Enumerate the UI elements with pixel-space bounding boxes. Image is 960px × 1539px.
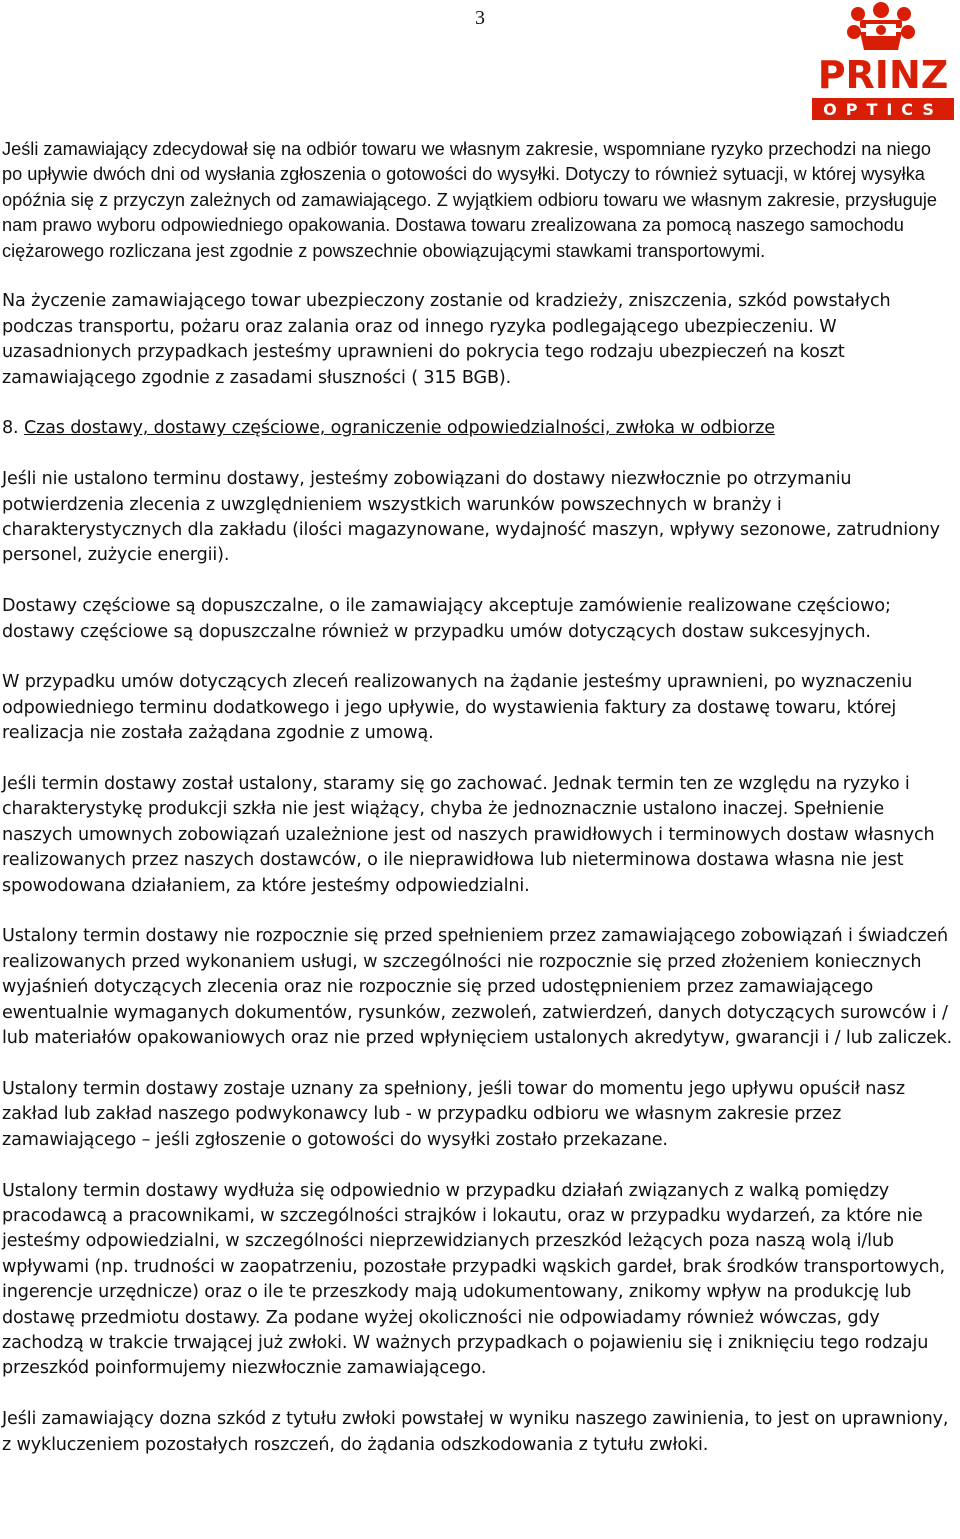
- document-body: [2, 137, 956, 1483]
- prinz-optics-logo-icon: [808, 2, 958, 122]
- section-title: Czas dostawy, dostawy częściowe, ograniczenie odpowiedzialności, zwłoka w odbiorze: [23, 418, 775, 439]
- paragraph-risk-transfer: Jeśli zamawiający zdecydował się na odbiór towaru we własnym zakresie, wspomniane ryzyko przechodzi na niego po upływie dwóch dni od wysłania zgłoszenia o gotowości do wysyłki. Dotyczy to również sytuacji, w której wysyłka opóźnia się z przyczyn zależnych od zamawiającego. Z wyjątkiem odbioru towaru we własnym zakresie, przysługuje nam prawo wyboru odpowiedniego opakowania. Dostawa towaru zrealizowana za pomocą naszego samochodu ciężarowego rozliczana jest zgodnie z powszechnie obowiązującymi stawkami transportowymi.: [2, 139, 938, 261]
- paragraph-deadline-extension: Ustalony termin dostawy wydłuża się odpowiednio w przypadku działań związanych z walką pomiędzy pracodawcą a pracownikami, w szczególności strajków i lokautu, oraz w przypadku wydarzeń, za które nie jesteśmy odpowiedzialni, w szczególności nieprzewidzianych przeszkód leżących poza naszą wolą i/lub wpływami (np. trudności w zaopatrzeniu, pozostałe przypadki wąskich gardeł, brak środków transportowych, ingerencje urzędnicze) oraz o ile te przeszkody mają udokumentowany, znikomy wpływ na produkcję lub dostawę przedmiotu dostawy. Za podane wyżej okoliczności nie odpowiadamy również wówczas, gdy zachodzą w trakcie trwającej już zwłoki. W ważnych przypadkach o pojawieniu się i zniknięciu tego rodzaju przeszkód poinformujemy niezwłocznie zamawiającego.: [2, 1180, 945, 1379]
- page-number: 3: [475, 7, 485, 29]
- logo-sub-text: OPTICS: [823, 100, 943, 119]
- paragraph-deadline-met: Ustalony termin dostawy zostaje uznany za spełniony, jeśli towar do momentu jego upływu opuścił nasz zakład lub zakład naszego podwykonawcy lub - w przypadku odbioru we własnym zakresie przez zamawiającego – jeśli zgłoszenie o gotowości do wysyłki zostało przekazane.: [2, 1078, 905, 1150]
- paragraph-deadline-start: Ustalony termin dostawy nie rozpocznie się przed spełnieniem przez zamawiającego zobowiązań i świadczeń realizowanych przed wykonaniem usługi, w szczególności nie rozpocznie się przed złożeniem koniecznych wyjaśnień dotyczących zlecenia oraz nie rozpocznie się przed udostępnieniem przez zamawiającego ewentualnie wymaganych dokumentów, rysunków, zezwoleń, zatwierdzeń, danych dotyczących surowców i / lub materiałów opakowaniowych oraz nie przed wpłynięciem ustalonych akredytyw, gwarancji i / lub zaliczek.: [2, 926, 953, 1049]
- paragraph-partial-deliveries: Dostawy częściowe są dopuszczalne, o ile zamawiający akceptuje zamówienie realizowane częściowo; dostawy częściowe są dopuszczalne również w przypadku umów dotyczących dostaw sukcesyjnych.: [2, 596, 891, 642]
- logo-brand-text: PRINZ: [817, 53, 949, 97]
- paragraph-delay-damages: Jeśli zamawiający dozna szkód z tytułu zwłoki powstałej w wyniku naszego zawinienia, to jest on uprawniony, z wykluczeniem pozostałych roszczeń, do żądania odszkodowania z tytułu zwłoki.: [2, 1409, 949, 1455]
- paragraph-delivery-deadline: Jeśli nie ustalono terminu dostawy, jesteśmy zobowiązani do dostawy niezwłocznie po otrzymaniu potwierdzenia zlecenia z uwzględnieniem wszystkich warunków powszechnych w branży i charakterystycznych dla zakładu (ilości magazynowane, wydajność maszyn, wpływy sezonowe, zatrudniony personel, zużycie energii).: [2, 469, 940, 566]
- paragraph-call-off-orders: W przypadku umów dotyczących zleceń realizowanych na żądanie jesteśmy uprawnieni, po wyznaczeniu odpowiedniego terminu dodatkowego i jego upływie, do wystawienia faktury za dostawę towaru, której realizacja nie została zażądana zgodnie z umową.: [2, 672, 913, 744]
- section-heading: [2, 416, 956, 441]
- section-number: 8.: [2, 418, 19, 439]
- paragraph-insurance: Na życzenie zamawiającego towar ubezpieczony zostanie od kradzieży, zniszczenia, szkód powstałych podczas transportu, pożaru oraz zalania oraz od innego ryzyka podlegającego ubezpieczeniu. W uzasadnionych przypadkach jesteśmy uprawnieni do pokrycia tego rodzaju ubezpieczeń na koszt zamawiającego zgodnie z zasadami słuszności ( 315 BGB).: [2, 291, 891, 388]
- paragraph-agreed-deadline: Jeśli termin dostawy został ustalony, staramy się go zachować. Jednak termin ten ze względu na ryzyko i charakterystykę produkcji szkła nie jest wiążący, chyba że jednoznacznie ustalono inaczej. Spełnienie naszych umownych zobowiązań uzależnione jest od naszych prawidłowych i terminowych dostaw własnych realizowanych przez naszych dostawców, o ile nieprawidłowa lub nieterminowa dostawa własna nie jest spowodowana działaniem, za które jesteśmy odpowiedzialni.: [2, 774, 935, 896]
- prinz-optics-logo: [808, 2, 958, 122]
